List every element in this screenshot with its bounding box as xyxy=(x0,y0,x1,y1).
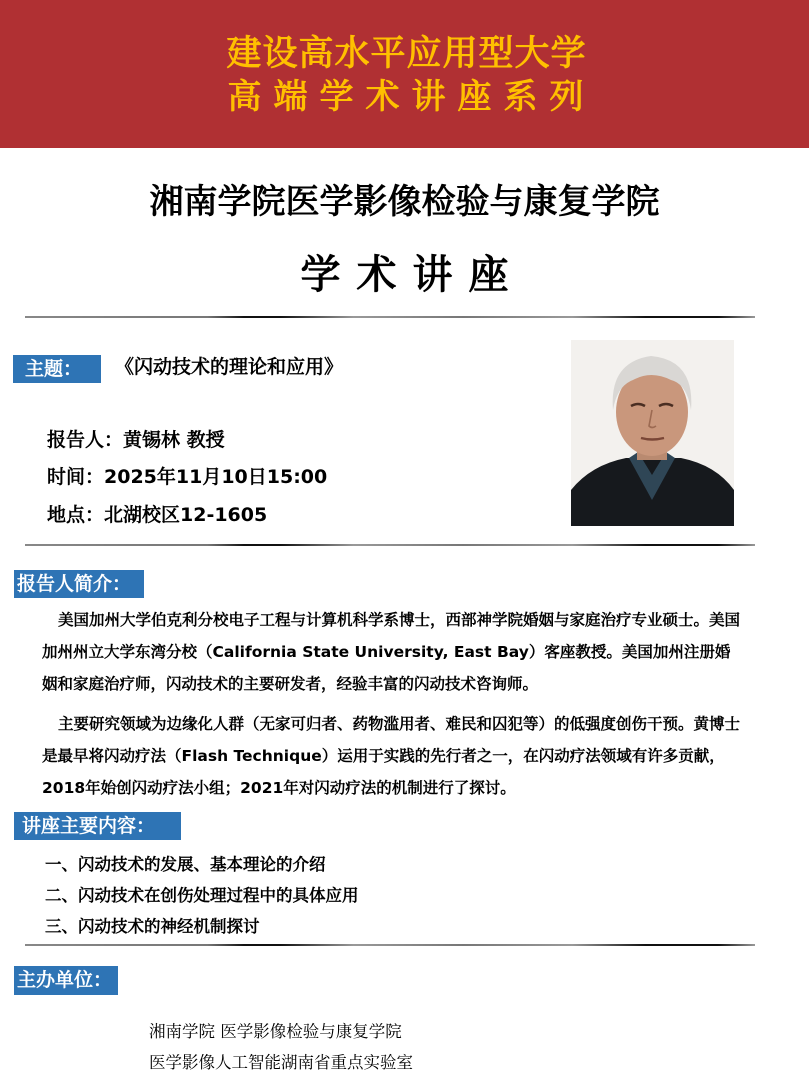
content-item-1: 一、闪动技术的发展、基本理论的介绍 xyxy=(45,855,326,874)
banner-title-line2: 高端学术讲座系列 xyxy=(227,77,596,117)
portrait-image xyxy=(571,340,734,526)
divider xyxy=(25,316,755,318)
location-line: 地点：北湖校区12-1605 xyxy=(47,504,268,526)
content-item-2: 二、闪动技术在创伤处理过程中的具体应用 xyxy=(45,886,359,905)
topic-label: 主题： xyxy=(13,355,101,383)
content-label: 讲座主要内容： xyxy=(14,812,181,840)
bio-paragraph-1: 美国加州大学伯克利分校电子工程与计算机科学系博士，西部神学院婚姻与家庭治疗专业硕士。美国加州州立大学东湾分校（California State University, East Bay）客座教授。美国加州注册婚姻和家庭治疗师，闪动技术的主要研发者，经验丰富的闪动技术咨询师。 xyxy=(42,611,741,693)
bio-paragraph-2: 主要研究领域为边缘化人群（无家可归者、药物滥用者、难民和囚犯等）的低强度创伤干预。黄博士是最早将闪动疗法（Flash Technique）运用于实践的先行者之一，在闪动疗法领域有许多贡献，2018年始创闪动疗法小组；2021年对闪动疗法的机制进行了探讨。 xyxy=(42,715,741,797)
divider xyxy=(25,544,755,546)
lecture-title: 学术讲座 xyxy=(300,252,525,298)
speaker-line: 报告人：黄锡林 教授 xyxy=(47,429,225,451)
topic-title: 《闪动技术的理论和应用》 xyxy=(115,356,344,378)
organizer-1: 湘南学院 医学影像检验与康复学院 xyxy=(149,1022,402,1041)
bio-label: 报告人简介： xyxy=(14,570,144,598)
college-title: 湘南学院医学影像检验与康复学院 xyxy=(149,182,660,222)
time-line: 时间：2025年11月10日15:00 xyxy=(47,466,328,488)
top-banner xyxy=(0,0,809,148)
banner-title-line1: 建设高水平应用型大学 xyxy=(226,34,587,74)
content-item-3: 三、闪动技术的神经机制探讨 xyxy=(45,917,260,936)
organizers-label: 主办单位： xyxy=(14,966,118,995)
organizer-2: 医学影像人工智能湖南省重点实验室 xyxy=(149,1053,413,1072)
speaker-photo xyxy=(571,340,734,526)
divider xyxy=(25,944,755,946)
